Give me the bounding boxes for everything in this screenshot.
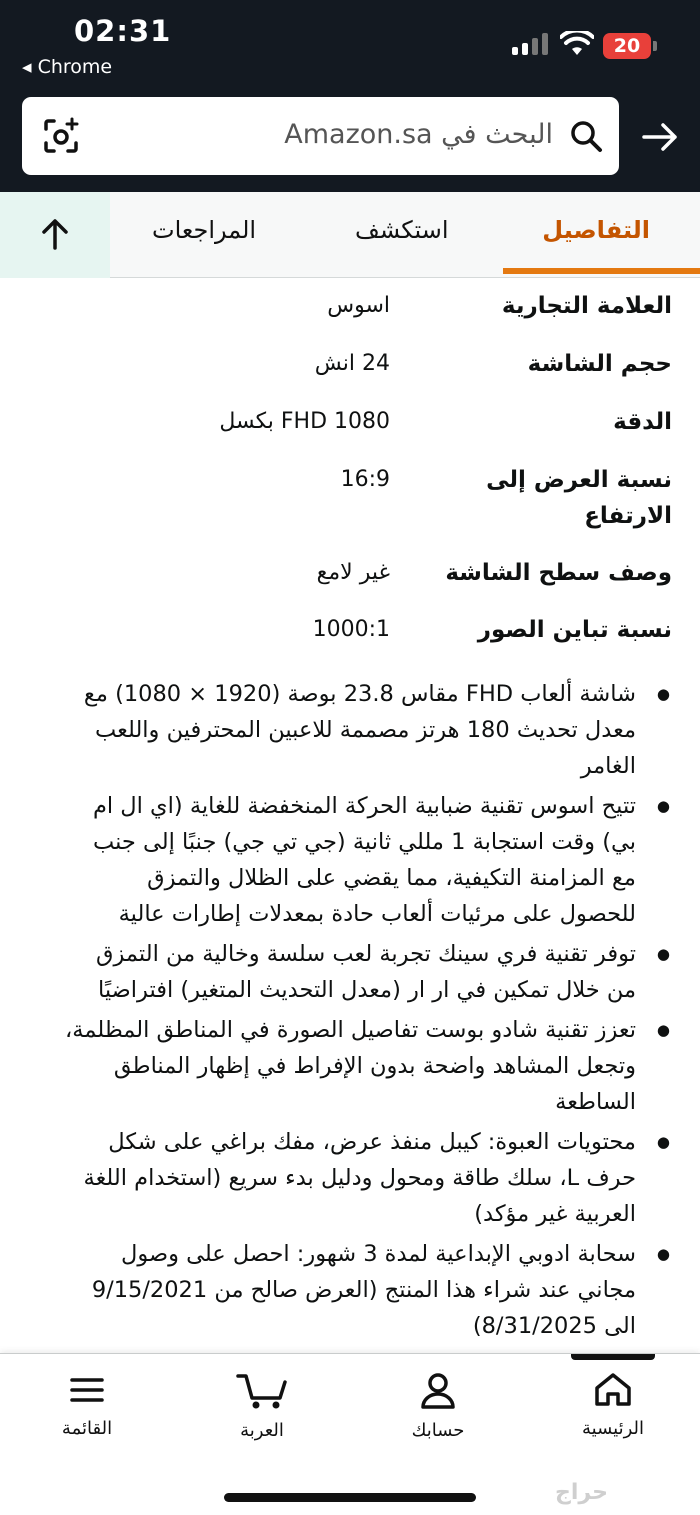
wifi-icon — [560, 31, 594, 57]
search-icon[interactable] — [569, 119, 603, 153]
cart-icon — [236, 1372, 288, 1410]
cellular-signal-icon — [512, 33, 550, 55]
nav-account-label: حسابك — [411, 1420, 465, 1441]
spec-label: العلامة التجارية — [501, 293, 672, 319]
menu-icon — [69, 1372, 105, 1408]
list-item: ● محتويات العبوة: كيبل منفذ عرض، مفك براغي على شكل حرف L، سلك طاقة ومحول ودليل بدء سريع (استخدام اللغة العربية غير مؤكد) — [65, 1124, 670, 1232]
battery-indicator: 20 — [603, 33, 651, 59]
list-item: ● توفر تقنية فري سينك تجربة لعب سلسة وخالية من التمزق من خلال تمكين في ار ار (معدل التحديث المتغير) افتراضيًا — [65, 936, 670, 1008]
app-header — [0, 0, 700, 192]
nav-home[interactable] — [543, 1372, 683, 1439]
list-item: ● تعزز تقنية شادو بوست تفاصيل الصورة في المناطق المظلمة، وتجعل المشاهد واضحة بدون الإفراط في إظهار المناطق الساطعة — [65, 1012, 670, 1120]
active-tab-indicator — [503, 268, 700, 274]
nav-cart[interactable] — [192, 1372, 332, 1441]
spec-value: FHD 1080 بكسل — [219, 409, 390, 434]
nav-menu[interactable] — [17, 1372, 157, 1439]
feature-bullets — [65, 676, 670, 1348]
search-input[interactable]: البحث في Amazon.sa — [284, 119, 553, 150]
spec-label: الدقة — [613, 409, 672, 435]
tab-details[interactable]: التفاصيل — [542, 216, 650, 244]
battery-tip-icon — [653, 41, 657, 51]
home-indicator[interactable] — [224, 1493, 476, 1502]
back-to-chrome-link[interactable]: ◂ Chrome — [22, 56, 113, 78]
list-item: ● شاشة ألعاب FHD مقاس 23.8 بوصة (1920 × 1080) مع معدل تحديث 180 هرتز مصممة للاعبين المحترفين واللعب الغامر — [65, 676, 670, 784]
list-item: ● سحابة ادوبي الإبداعية لمدة 3 شهور: احصل على وصول مجاني عند شراء هذا المنتج (العرض صالح من 9/15/2021 الى 8/31/2025) — [65, 1236, 670, 1344]
spec-label: حجم الشاشة — [527, 351, 672, 377]
section-tabs — [0, 192, 700, 278]
home-icon — [593, 1372, 633, 1408]
tab-explore[interactable]: استكشف — [355, 216, 449, 244]
account-icon — [420, 1372, 456, 1410]
spec-value: 16:9 — [340, 467, 390, 492]
spec-value: 24 انش — [314, 351, 390, 376]
spec-value: 1000:1 — [312, 617, 390, 642]
nav-cart-label: العربة — [240, 1420, 284, 1441]
spec-label: نسبة العرض إلى الارتفاع — [486, 467, 672, 529]
watermark-logo: حراج — [555, 1480, 608, 1505]
spec-value: غير لامع — [316, 560, 390, 585]
nav-home-label: الرئيسية — [582, 1418, 644, 1439]
tab-reviews[interactable]: المراجعات — [152, 216, 257, 244]
spec-label: وصف سطح الشاشة — [445, 560, 672, 586]
arrow-up-icon — [40, 218, 70, 250]
camera-search-icon[interactable] — [42, 117, 80, 155]
list-item: ● تتيح اسوس تقنية ضبابية الحركة المنخفضة للغاية (اي ال ام بي) وقت استجابة 1 مللي ثانية (جي تي جي) جنبًا إلى جنب مع المزامنة التكيفية، مما يقضي على الظلال والتمزق للحصول على مرئيات ألعاب حادة بمعدلات إطارات عالية — [65, 788, 670, 932]
spec-label: نسبة تباين الصور — [477, 617, 672, 643]
status-time: 02:31 — [74, 14, 172, 48]
active-nav-indicator — [571, 1354, 655, 1360]
search-bar[interactable] — [22, 97, 619, 175]
arrow-right-icon[interactable] — [641, 120, 679, 154]
scroll-top-button[interactable] — [0, 192, 110, 278]
spec-value: اسوس — [327, 293, 390, 318]
nav-menu-label: القائمة — [61, 1418, 113, 1439]
nav-account[interactable] — [368, 1372, 508, 1441]
